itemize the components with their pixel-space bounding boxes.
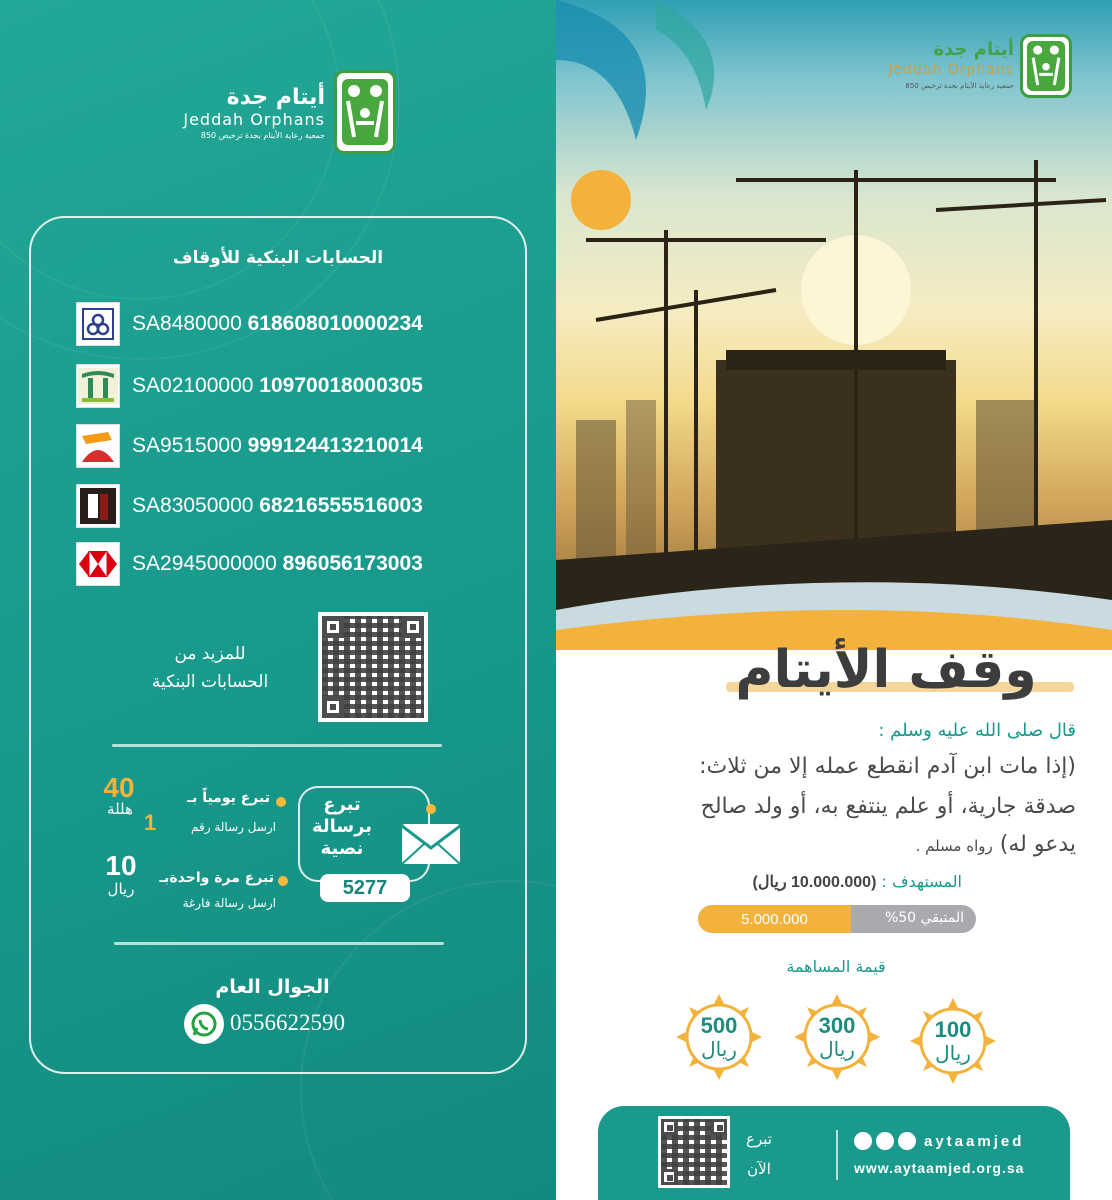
website-link[interactable]: www.aytaamjed.org.sa: [854, 1160, 1025, 1176]
org-name: [856, 40, 1014, 92]
bank-row: [76, 486, 506, 526]
bullet-dot: [276, 797, 286, 807]
footer-divider: [836, 1130, 838, 1180]
daily-sms-code: 1: [144, 810, 157, 835]
amount-currency: ريال: [819, 1037, 855, 1061]
iban-prefix: SA83050000: [132, 494, 254, 517]
divider: [114, 942, 444, 945]
iban-number: 10970018000305: [259, 374, 423, 397]
iban-number: 618608010000234: [247, 312, 423, 335]
divider: [112, 744, 442, 747]
bank-alrajhi-logo: [76, 484, 120, 528]
iban-text: [132, 312, 423, 336]
contribution-title: قيمة المساهمة: [786, 957, 886, 976]
phone-number[interactable]: 0556622590: [230, 1010, 345, 1035]
daily-amount: 40: [103, 772, 135, 803]
bank-albilad-logo: [76, 302, 120, 346]
bank-row: [76, 366, 506, 406]
amount-badge-500[interactable]: [674, 992, 764, 1082]
iban-prefix: SA9515000: [132, 434, 242, 457]
hadith-line3: يدعو له): [999, 832, 1076, 857]
snapchat-icon[interactable]: [876, 1132, 894, 1150]
org-name: [150, 86, 325, 142]
sms-box-line2: برسالة: [311, 816, 373, 837]
instagram-icon[interactable]: [898, 1132, 916, 1150]
org-name-ar: أيتام جدة: [226, 85, 325, 110]
sms-box-line1: تبرع: [323, 794, 361, 815]
social-handle[interactable]: aytaamjed: [924, 1132, 1025, 1150]
remaining-progress-bar: [698, 905, 976, 933]
org-license: جمعية رعاية الأيتام بجدة ترخيص 850: [905, 82, 1014, 90]
bullet-dot: [278, 876, 288, 886]
org-name-ar: أيتام جدة: [933, 39, 1014, 60]
sms-box-line3: نصية: [320, 838, 364, 859]
org-license: جمعية رعاية الأيتام بجدة ترخيص 850: [200, 131, 325, 140]
hadith-line: صدقة جارية، أو علم ينتفع به، أو ولد صالح: [700, 794, 1076, 819]
amount-currency: ريال: [935, 1041, 971, 1065]
remaining-label: المتبقي 50%: [884, 910, 964, 926]
target-value: (10.000.000 ريال): [752, 874, 877, 891]
iban-text: [132, 552, 423, 576]
once-amount: 10: [105, 850, 137, 881]
iban-number: 896056173003: [282, 552, 423, 575]
sms-short-code: 5277: [320, 874, 410, 902]
amount-badge-300[interactable]: [792, 992, 882, 1082]
family-icon: [1027, 41, 1065, 91]
org-logo: [334, 70, 396, 154]
waqf-panel: [556, 0, 1112, 1200]
daily-donation-label: تبرع يومياً بـ: [187, 790, 270, 806]
bank-accounts-qr[interactable]: [318, 612, 428, 722]
social-row: [854, 1132, 1024, 1150]
target-row: [656, 872, 962, 892]
iban-text: [132, 374, 423, 398]
once-donation-label: تبرع مرة واحدةبـ: [159, 870, 274, 886]
bank-alinma-logo: [76, 364, 120, 408]
iban-number: 999124413210014: [247, 434, 423, 457]
whatsapp-icon[interactable]: [184, 1004, 224, 1044]
donate-qr[interactable]: [658, 1116, 730, 1188]
hadith-intro: قال صلى الله عليه وسلم :: [878, 720, 1076, 741]
family-icon: [342, 79, 388, 145]
iban-text: [132, 434, 423, 458]
hadith-line: (إذا مات ابن آدم انقطع عمله إلا من ثلاث:: [699, 754, 1076, 779]
remaining-value: 5.000.000: [741, 910, 808, 928]
bullet-dot: [426, 804, 436, 814]
amount-value: 300: [818, 1013, 856, 1038]
iban-prefix: SA02100000: [132, 374, 254, 397]
twitter-icon[interactable]: [854, 1132, 872, 1150]
remaining-progress-fill: [698, 905, 851, 933]
donate-line1: تبرع: [746, 1130, 772, 1148]
bank-row: [76, 544, 506, 584]
bank-accounts-title: الحسابات البنكية للأوقاف: [172, 248, 384, 268]
org-name-en: Jeddah Orphans: [888, 62, 1014, 78]
amount-currency: ريال: [701, 1037, 737, 1061]
hadith-line: [756, 832, 1076, 857]
bank-row: [76, 304, 506, 344]
waqf-title: وقف الأيتام: [735, 640, 1037, 700]
sms-box-text: [300, 794, 384, 860]
amount-value: 500: [700, 1013, 738, 1038]
daily-instruction: ارسل رسالة رقم: [190, 820, 276, 834]
once-instruction: ارسل رسالة فارغة: [182, 896, 276, 910]
target-label: المستهدف :: [881, 872, 962, 891]
more-accounts-line2: الحسابات البنكية: [151, 672, 269, 692]
bank-row: [76, 426, 506, 466]
iban-number: 68216555516003: [259, 494, 423, 517]
bank-aljazira-logo: [76, 424, 120, 468]
amount-badge-100[interactable]: [908, 996, 998, 1086]
bank-sabb-logo: [76, 542, 120, 586]
more-accounts-text: [120, 640, 300, 696]
iban-text: [132, 494, 423, 518]
iban-prefix: SA8480000: [132, 312, 242, 335]
amount-value: 100: [934, 1017, 972, 1042]
iban-prefix: SA2945000000: [132, 552, 277, 575]
phone-title: الجوال العام: [215, 976, 330, 998]
more-accounts-line1: للمزيد من: [174, 644, 246, 664]
hadith-source: رواه مسلم .: [915, 837, 993, 855]
daily-unit: هللة: [107, 800, 133, 818]
once-unit: ريال: [107, 880, 135, 898]
donate-now-text[interactable]: [736, 1124, 782, 1184]
envelope-icon: [400, 820, 462, 872]
org-logo: [1020, 34, 1072, 98]
org-name-en: Jeddah Orphans: [183, 110, 325, 129]
donate-line2: الآن: [747, 1160, 771, 1178]
